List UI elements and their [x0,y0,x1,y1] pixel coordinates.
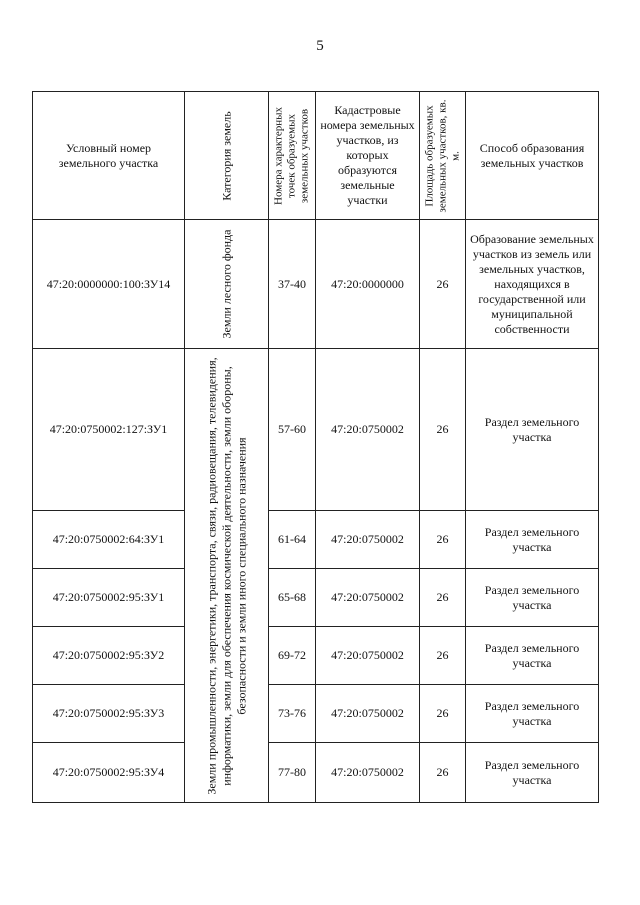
cell-conditional-number: 47:20:0750002:95:ЗУ2 [33,627,185,685]
table-row [33,511,599,569]
cell-land-category [185,220,269,349]
cell-method: Раздел земельного участка [466,511,599,569]
cell-method: Образование земельных участков из земель или земельных участков, находящихся в государственной или муниципальной собственности [466,220,599,349]
cell-points: 37-40 [269,220,316,349]
cell-cadastral: 47:20:0750002 [316,569,420,627]
cell-land-category-merged [185,349,269,803]
cell-area: 26 [420,685,466,743]
cell-area: 26 [420,220,466,349]
cell-conditional-number: 47:20:0000000:100:ЗУ14 [33,220,185,349]
land-plots-table [32,91,599,803]
table-row [33,220,599,349]
header-land-category-text: Категория земель [219,110,233,201]
cell-area: 26 [420,569,466,627]
cell-conditional-number: 47:20:0750002:95:ЗУ1 [33,569,185,627]
cell-area: 26 [420,349,466,511]
cell-area: 26 [420,743,466,803]
cell-cadastral: 47:20:0750002 [316,743,420,803]
table-row [33,685,599,743]
cell-conditional-number: 47:20:0750002:95:ЗУ3 [33,685,185,743]
cell-method: Раздел земельного участка [466,743,599,803]
cell-land-category-text: Земли промышленности, энергетики, транспорта, связи, радиовещания, телевидения, информатики, земли для обеспечения космической деятельности, земли обороны, безопасности и земли иного специального назначения [204,356,248,795]
cell-method: Раздел земельного участка [466,685,599,743]
cell-cadastral: 47:20:0750002 [316,627,420,685]
cell-area: 26 [420,511,466,569]
table-row [33,627,599,685]
header-point-numbers-text: Номера характерных точек образуемых земельных участков [272,106,311,205]
cell-cadastral: 47:20:0750002 [316,685,420,743]
cell-points: 61-64 [269,511,316,569]
cell-conditional-number: 47:20:0750002:95:ЗУ4 [33,743,185,803]
cell-cadastral: 47:20:0750002 [316,349,420,511]
cell-method: Раздел земельного участка [466,627,599,685]
cell-points: 77-80 [269,743,316,803]
header-area-text: Площадь образуемых земельных участков, кв. м. [423,99,461,212]
header-land-category [185,92,269,220]
header-conditional-number: Условный номер земельного участка [33,92,185,220]
table-header-row [33,92,599,220]
header-area [420,92,466,220]
cell-conditional-number: 47:20:0750002:64:ЗУ1 [33,511,185,569]
header-point-numbers [269,92,316,220]
page-number: 5 [316,38,324,54]
cell-points: 57-60 [269,349,316,511]
table-row [33,743,599,803]
header-cadastral-numbers: Кадастровые номера земельных участков, из которых образуются земельные участки [316,92,420,220]
cell-points: 65-68 [269,569,316,627]
cell-method: Раздел земельного участка [466,349,599,511]
cell-points: 73-76 [269,685,316,743]
cell-conditional-number: 47:20:0750002:127:ЗУ1 [33,349,185,511]
cell-cadastral: 47:20:0000000 [316,220,420,349]
table-row [33,349,599,511]
table-row [33,569,599,627]
cell-cadastral: 47:20:0750002 [316,511,420,569]
cell-land-category-text: Земли лесного фонда [219,229,233,339]
cell-method: Раздел земельного участка [466,569,599,627]
header-formation-method: Способ образования земельных участков [466,92,599,220]
cell-area: 26 [420,627,466,685]
cell-points: 69-72 [269,627,316,685]
